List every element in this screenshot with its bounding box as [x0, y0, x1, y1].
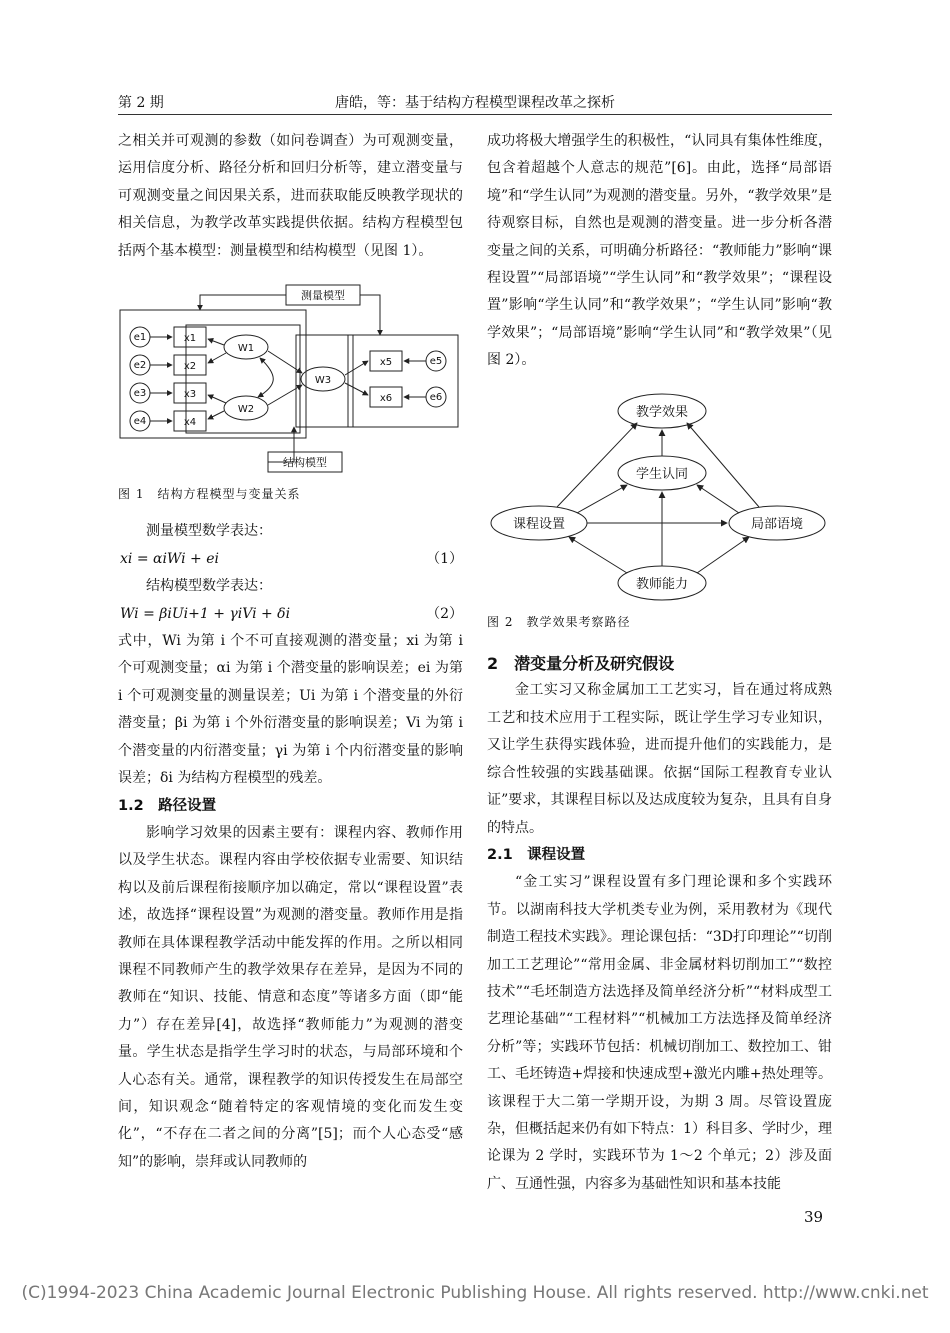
equation-1 [118, 546, 463, 573]
section-heading-1-2: 1.2 路径设置 [118, 797, 217, 814]
paragraph: 金工实习又称金属加工工艺实习，旨在通过将成熟工艺和技术应用于工程实际，既让学生学习专业知识，又让学生获得实践体验，进而提升他们的实践能力，是综合性较强的实践基础课。依据“国际工程教育专业认证”要求，其课程目标以及达成度较为复杂，且具有自身的特点。 [487, 682, 832, 836]
left-column [118, 128, 463, 1176]
paragraph: 之相关并可观测的参数（如问卷调查）为可观测变量，运用信度分析、路径分析和回归分析等，建立潜变量与可观测变量之间因果关系，进而获取能反映教学现状的相关信息，为教学改革实践提供依据。结构方程模型包括两个基本模型：测量模型和结构模型（见图 1）。 [118, 133, 463, 259]
err-e6: e6 [429, 392, 443, 404]
latent-box-left [183, 325, 300, 433]
paragraph: “金工实习”课程设置有多门理论课和多个实践环节。以湖南科技大学机类专业为例，采用教材为《现代制造工程技术实践》。理论课包括：“3D打印理论”“切削加工工艺理论”“常用金属、非金属材料切削加工”“数控技术”“毛坯制造方法选择及简单经济分析”“材料成型工艺理论基础”“工程材料”“机械加工方法选择及简单经济分析”等；实践环节包括：机械切削加工、数控加工、钳工、毛坯铸造+焊接和快速成型+激光内雕+热处理等。该课程于大二第一学期开设，为期 3 周。尽管设置庞杂，但概括起来仍有如下特点：1）科目多、学时少，理论课为 2 学时，实践环节为 1～2 个单元；2）涉及面广、互通性强，内容多为基础性知识和基本技能 [487, 874, 832, 1192]
figure-2-path-diagram [487, 391, 832, 601]
measure-label: 测量模型 [301, 289, 345, 303]
equation-2-body: Wi = βiUi+1 + γiVi + δi [120, 605, 291, 622]
latent-w3: W3 [314, 375, 332, 387]
paragraph: 式中，Wi 为第 i 个不可直接观测的潜变量；xi 为第 i 个可观测变量；αi 为第 i 个潜变量的影响误差；ei 为第 i 个可观测变量的测量误差；Ui 为第 i 个潜变量的外衍潜变量；βi 为第 i 个外衍潜变量的影响误差；Vi 为第 i 个潜变量的内衍潜变量；γi 为第 i 个内衍潜变量的影响误差；δi 为结构方程模型的残差。 [118, 633, 463, 787]
obs-x6: x6 [379, 393, 393, 405]
err-e3: e3 [133, 388, 147, 400]
section-heading-2: 2 潜变量分析及研究假设 [487, 654, 675, 674]
node-identity-label: 学生认同 [635, 466, 689, 482]
obs-x5: x5 [379, 357, 393, 369]
latent-w1: W1 [237, 343, 255, 355]
eq-intro: 测量模型数学表达： [146, 523, 272, 540]
err-e5: e5 [429, 356, 443, 368]
obs-x2: x2 [183, 361, 197, 373]
issue-number: 第 2 期 [118, 95, 164, 111]
node-course-label: 课程设置 [512, 516, 566, 532]
err-e4: e4 [133, 416, 147, 428]
figure-2-caption: 图 2 教学效果考察路径 [487, 614, 631, 629]
figure-1-sem-diagram [118, 275, 463, 475]
equation-1-number: （1） [426, 550, 463, 567]
figure-1-caption: 图 1 结构方程模型与变量关系 [118, 487, 301, 502]
right-column [487, 128, 832, 1198]
measurement-box-left [120, 310, 306, 438]
node-effect-label: 教学效果 [635, 404, 689, 420]
obs-x3: x3 [183, 389, 197, 401]
running-header [118, 88, 832, 115]
equation-2 [118, 601, 463, 628]
paragraph: 成功将极大增强学生的积极性，“认同具有集体性维度，包含着超越个人意志的规范”[6]。由此，选择“局部语境”和“学生认同”为观测的潜变量。另外，“教学效果”是待观察目标，自然也是观测的潜变量。进一步分析各潜变量之间的关系，可明确分析路径：“教师能力”影响“课程设置”“局部语境”“学生认同”和“教学效果”；“课程设置”影响“学生认同”和“教学效果”；“学生认同”影响“教学效果”；“局部语境”影响“学生认同”和“教学效果”（见图 2）。 [487, 133, 832, 369]
eq-intro: 结构模型数学表达： [146, 578, 272, 595]
measurement-box-right [348, 335, 458, 427]
obs-x1: x1 [183, 333, 197, 345]
node-context-label: 局部语境 [750, 516, 804, 532]
section-heading-2-1: 2.1 课程设置 [487, 846, 586, 863]
equation-2-number: （2） [426, 605, 463, 622]
paragraph: 影响学习效果的因素主要有：课程内容、教师作用以及学生状态。课程内容由学校依据专业需要、知识结构以及前后课程衔接顺序加以确定，常以“课程设置”表述，故选择“课程设置”为观测的潜变量。教师作用是指教师在具体课程教学活动中能发挥的作用。之所以相同课程不同教师产生的教学效果存在差异，是因为不同的教师在“知识、技能、情意和态度”等诸多方面（即“能力”）存在差异[4]，故选择“教师能力”为观测的潜变量。学生状态是指学生学习时的状态，与局部环境和个人心态有关。通常，课程教学的知识传授发生在局部空间，知识观念“随着特定的客观情境的变化而发生变化”，“不存在二者之间的分离”[5]；而个人心态受“感知”的影响，崇拜或认同教师的 [118, 824, 463, 1170]
err-e2: e2 [133, 360, 147, 372]
latent-w2: W2 [237, 404, 255, 416]
copyright-footer: (C)1994-2023 China Academic Journal Electronic Publishing House. All rights reserved. http://www.cnki.net [21, 1283, 929, 1303]
node-teacher-label: 教师能力 [635, 576, 689, 592]
struct-label: 结构模型 [283, 456, 327, 470]
err-e1: e1 [133, 332, 147, 344]
page-number: 39 [804, 1208, 824, 1226]
running-title: 唐皓，等：基于结构方程模型课程改革之探析 [335, 95, 615, 111]
equation-1-body: xi = αiWi + ei [120, 550, 219, 567]
obs-x4: x4 [183, 417, 197, 429]
